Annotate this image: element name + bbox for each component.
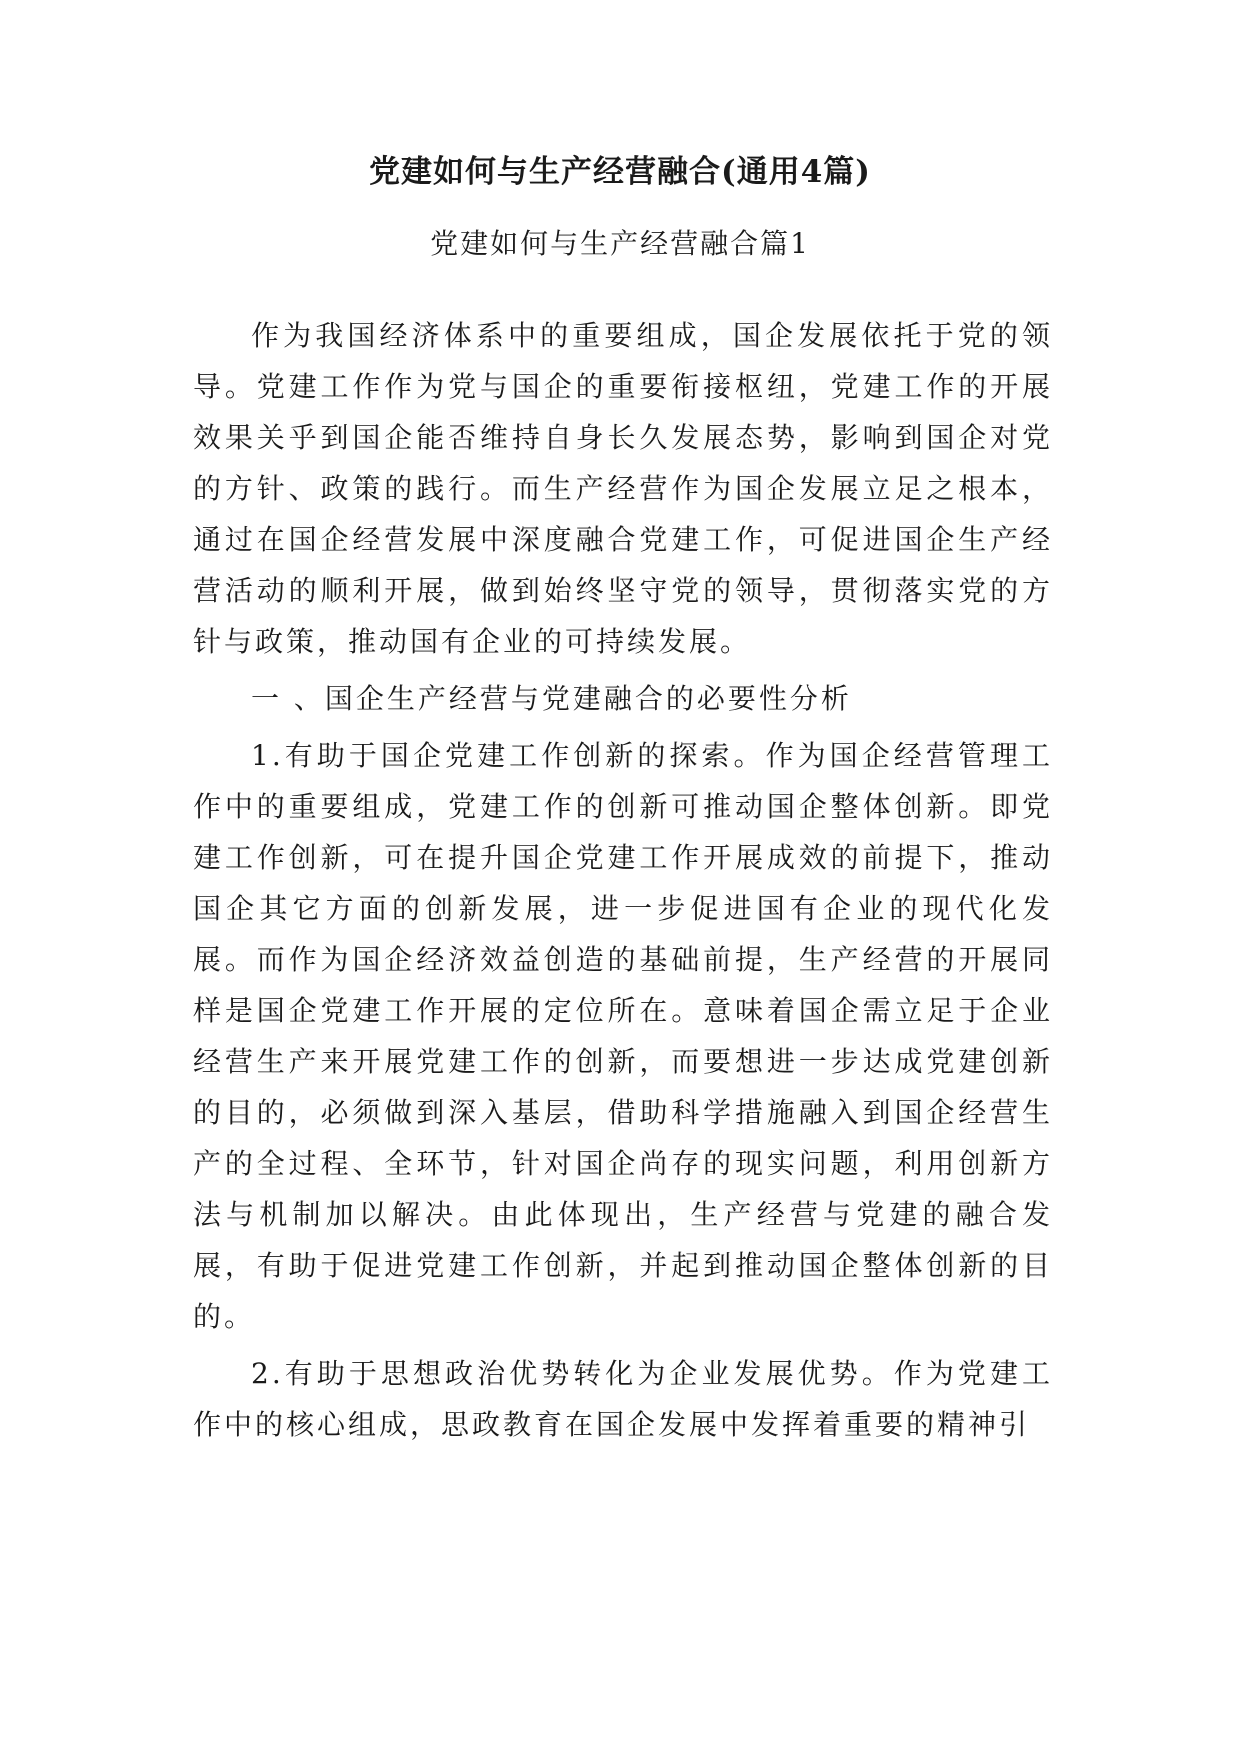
document-title: 党建如何与生产经营融合(通用4篇)	[369, 154, 871, 190]
paragraph-point-2: 2.有助于思想政治优势转化为企业发展优势。作为党建工作中的核心组成，思政教育在国企发展中发挥着重要的精神引	[193, 1357, 1053, 1441]
paragraph-point-1: 1.有助于国企党建工作创新的探索。作为国企经营管理工作中的重要组成，党建工作的创新可推动国企整体创新。即党建工作创新，可在提升国企党建工作开展成效的前提下，推动国企其它方面的创新发展，进一步促进国有企业的现代化发展。而作为国企经济效益创造的基础前提，生产经营的开展同样是国企党建工作开展的定位所在。意味着国企需立足于企业经营生产来开展党建工作的创新，而要想进一步达成党建创新的目的，必须做到深入基层，借助科学措施融入到国企经营生产的全过程、全环节，针对国企尚存的现实问题，利用创新方法与机制加以解决。由此体现出，生产经营与党建的融合发展，有助于促进党建工作创新，并起到推动国企整体创新的目的。	[193, 739, 1053, 1333]
section-heading: 一 、国企生产经营与党建融合的必要性分析	[251, 682, 852, 715]
document-body	[193, 310, 1053, 1450]
paragraph-intro: 作为我国经济体系中的重要组成，国企发展依托于党的领导。党建工作作为党与国企的重要衔接枢纽，党建工作的开展效果关乎到国企能否维持自身长久发展态势，影响到国企对党的方针、政策的践行。而生产经营作为国企发展立足之根本，通过在国企经营发展中深度融合党建工作，可促进国企生产经营活动的顺利开展，做到始终坚守党的领导，贯彻落实党的方针与政策，推动国有企业的可持续发展。	[193, 319, 1053, 658]
document-subtitle: 党建如何与生产经营融合篇1	[430, 227, 810, 260]
